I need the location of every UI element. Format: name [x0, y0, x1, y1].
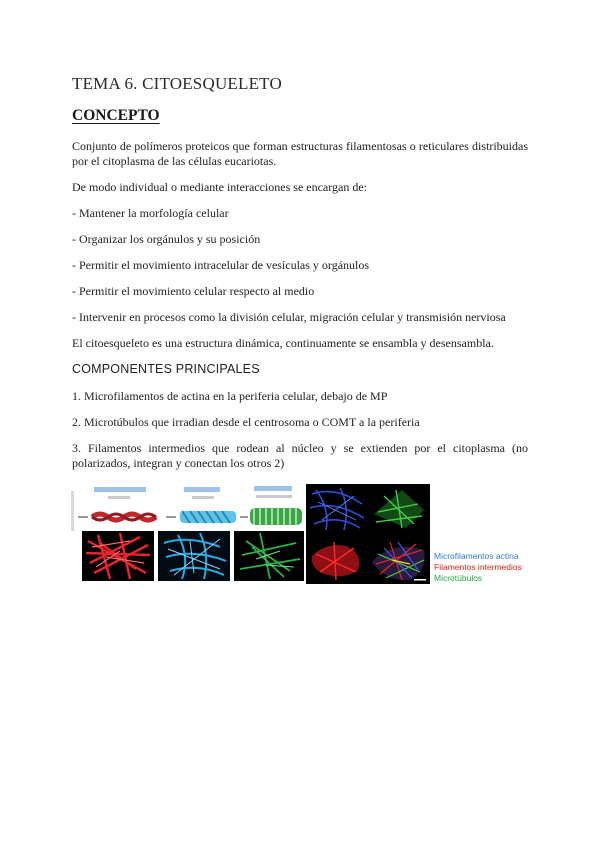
function-item: - Permitir el movimiento celular respecto al medio [72, 284, 315, 298]
fluorescence-micrographs [306, 484, 430, 584]
function-item: - Intervenir en procesos como la división celular, migración celular y transmisión nerviosa [72, 310, 506, 324]
component-item: 1. Microfilamentos de actina en la periferia celular, debajo de MP [72, 389, 388, 403]
definition-paragraph: Conjunto de polímeros proteicos que forman estructuras filamentosas o reticulares distribuidas por el citoplasma de las células eucariotas. [72, 139, 528, 168]
legend-actin: Microfilamentos actina [434, 551, 519, 561]
function-item: - Mantener la morfología celular [72, 206, 229, 220]
legend-microtubules: Microtúbulos [434, 573, 483, 583]
section-heading: CONCEPTO [72, 107, 160, 124]
functions-intro: De modo individual o mediante interacciones se encargan de: [72, 180, 368, 194]
component-item: 3. Filamentos intermedios que rodean al núcleo y se extienden por el citoplasma (no polarizados, integran y conectan los otros 2) [72, 441, 528, 470]
cytoskeleton-fluorescence-image [306, 484, 430, 584]
legend-intermediate: Filamentos intermedios [434, 562, 522, 572]
filament-types-figure [70, 483, 305, 583]
page-title: TEMA 6. CITOESQUELETO [72, 74, 282, 93]
dynamic-note: El citoesqueleto es una estructura dinámica, continuamente se ensambla y desensambla. [72, 336, 494, 350]
function-item: - Organizar los orgánulos y su posición [72, 232, 261, 246]
component-item: 2. Microtúbulos que irradian desde el centrosoma o COMT a la periferia [72, 415, 420, 429]
components-heading: COMPONENTES PRINCIPALES [72, 362, 260, 376]
filament-schematics-image [70, 483, 305, 583]
function-item: - Permitir el movimiento intracelular de vesículas y orgánulos [72, 258, 370, 272]
